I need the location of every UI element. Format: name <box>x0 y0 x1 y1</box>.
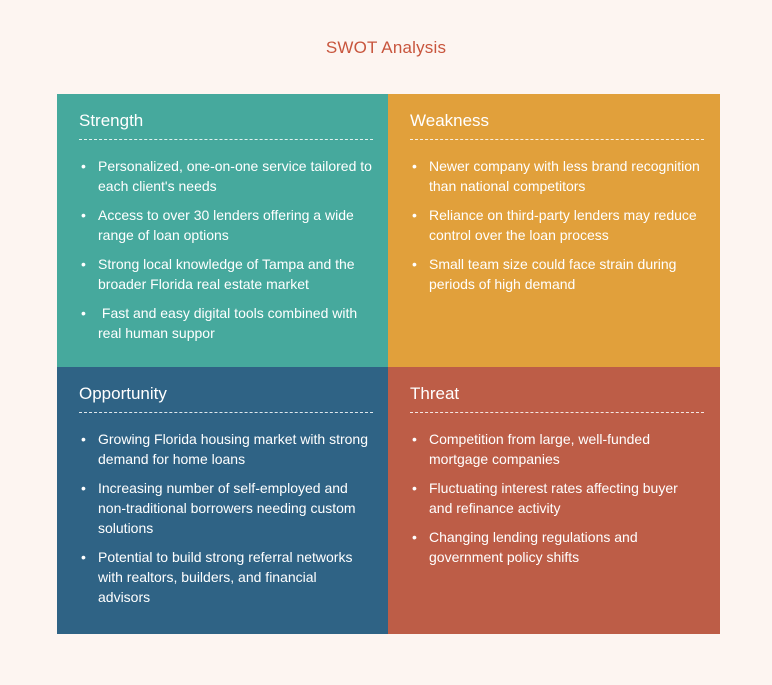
list-item: • Strong local knowledge of Tampa and the broader Florida real estate market <box>98 254 374 294</box>
threat-heading: Threat <box>410 384 704 413</box>
list-item: • Access to over 30 lenders offering a wide range of loan options <box>98 205 374 245</box>
list-item: • Increasing number of self-employed and non-traditional borrowers needing custom solutions <box>98 478 374 538</box>
list-item: • Changing lending regulations and government policy shifts <box>429 527 706 567</box>
list-item: • Reliance on third-party lenders may reduce control over the loan process <box>429 205 706 245</box>
swot-grid <box>57 94 720 634</box>
threat-list <box>410 429 706 567</box>
list-item: • Fast and easy digital tools combined with real human suppor <box>98 303 374 343</box>
page-title: SWOT Analysis <box>325 38 447 57</box>
list-item: • Growing Florida housing market with strong demand for home loans <box>98 429 374 469</box>
threat-quadrant <box>388 367 720 634</box>
strength-list <box>79 156 374 343</box>
weakness-quadrant <box>388 94 720 367</box>
list-item: • Potential to build strong referral networks with realtors, builders, and financial advisors <box>98 547 374 607</box>
list-item: • Personalized, one-on-one service tailored to each client's needs <box>98 156 374 196</box>
strength-quadrant <box>57 94 388 367</box>
weakness-list <box>410 156 706 294</box>
opportunity-quadrant <box>57 367 388 634</box>
list-item: • Competition from large, well-funded mortgage companies <box>429 429 706 469</box>
list-item: • Small team size could face strain during periods of high demand <box>429 254 706 294</box>
list-item: • Fluctuating interest rates affecting buyer and refinance activity <box>429 478 706 518</box>
strength-heading: Strength <box>79 111 373 140</box>
weakness-heading: Weakness <box>410 111 704 140</box>
opportunity-list <box>79 429 374 607</box>
opportunity-heading: Opportunity <box>79 384 373 413</box>
list-item: • Newer company with less brand recognition than national competitors <box>429 156 706 196</box>
